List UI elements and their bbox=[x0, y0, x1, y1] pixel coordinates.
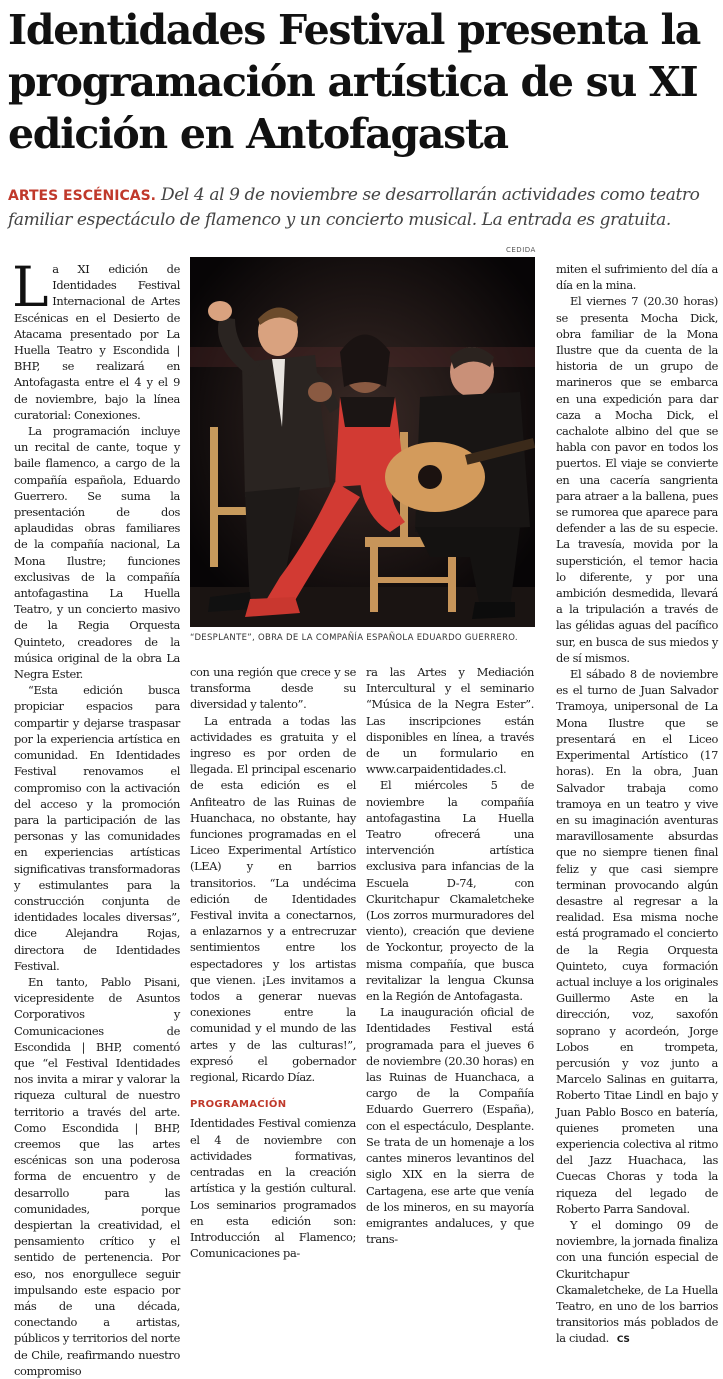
flamenco-performers-illustration bbox=[190, 257, 535, 627]
paragraph: En tanto, Pablo Pisani, vicepresidente de Asuntos Corporativos y Comunicaciones de Escondida | BHP, comentó que “el Festival Identidades nos invita a mirar y valorar la riqueza cultural de nuestro territorio a través del arte. Como Escondida | BHP, creemos que las artes escénicas son una poderosa forma de encuentro y de desarrollo para las comunidades, porque despiertan la creatividad, el pensamiento crítico y el sentido de pertenencia. Por eso, nos enorgullece seguir impulsando este espacio por más de una década, conectando a artistas, públicos y territorios del norte de Chile, reafirmando nuestro compromiso bbox=[14, 974, 180, 1378]
paragraph: La entrada a todas las actividades es gratuita y el ingreso es por orden de llegada. El principal escenario de esta edición es el Anfiteatro de las Ruinas de Huanchaca, no obstante, hay funciones programadas en el Liceo Experimental Artístico (LEA) y en barrios transitorios. “La undécima edición de Identidades Festival invita a conectarnos, a enlazarnos y a entrecruzar sentimientos entre los espectadores y los artistas que vienen. ¡Les invitamos a todos a generar nuevas conexiones entre la comunidad y el mundo de las artes y de las culturas!”, expresó el gobernador regional, Ricardo Díaz. bbox=[190, 713, 356, 1085]
end-mark: CS bbox=[616, 1335, 630, 1346]
paragraph: El miércoles 5 de noviembre la compañía antofagastina La Huella Teatro ofrecerá una intervención artística exclusiva para infancias de la Escuela D-74, con Ckuritchapur Ckamaletcheke (Los zorros murmuradores del viento), creación que deviene de Yockontur, proyecto de la misma compañía, que busca revitalizar la lengua Ckunsa en la Región de Antofagasta. bbox=[366, 778, 534, 1004]
paragraph: El sábado 8 de noviembre es el turno de Juan Salvador Tramoya, unipersonal de La Mona Ilustre que se presentará en el Liceo Experimental Artístico (17 horas). En la obra, Juan Salvador trabaja como tramoya en un teatro y vive en su imaginación aventuras maravillosamente absurdas que no siempre tienen final feliz y que casi siempre terminan provocando algún desastre al regresar a la realidad. Esa misma noche está programado el concierto de la Regia Orquesta Quinteto, cuya formación actual incluye a los originales Guillermo Aste en la dirección, voz, saxofón soprano y acordeón, Jorge Lobos en trompeta, percusión y voz junto a Marcelo Salinas en guitarra, Roberto Titae Lindl en bajo y Juan Pablo Bosco en batería, quienes prometen una experiencia colectiva al ritmo del Jazz Huachaca, las Cuecas Choras y toda la riqueza del legado de Roberto Parra Sandoval. bbox=[556, 667, 718, 1216]
photo-credit: CEDIDA bbox=[506, 246, 536, 254]
paragraph: La programación incluye un recital de cante, toque y baile flamenco, a cargo de la compañía española, Eduardo Guerrero. Se suma la presentación de dos aplaudidas obras familiares de la compañía nacional, La Mona Ilustre; funciones exclusivas de la compañía antofagastina La Huella Teatro, y un concierto masivo de la Regia Orquesta Quinteto, creadores de la música original de la obra La Negra Ester. bbox=[14, 424, 180, 682]
paragraph: “Esta edición busca propiciar espacios para compartir y dejarse traspasar por la experiencia artística en comunidad. En Identidades Festival renovamos el compromiso con la activación del acceso y la promoción para la participación de las personas y las comunidades en experiencias artísticas significativas transformadoras y estimulantes para la construcción conjunta de identidades locales diversas”, dice Alejandra Rojas, directora de Identidades Festival. bbox=[14, 683, 180, 973]
section-tag: ARTES ESCÉNICAS. bbox=[8, 188, 156, 204]
headline: Identidades Festival presenta la programación artística de su XI edición en Antofagasta bbox=[8, 6, 701, 158]
paragraph: La inauguración oficial de Identidades Festival está programada para el jueves 6 de noviembre (20.30 horas) en las Ruinas de Huanchaca, a cargo de la Compañía Eduardo Guerrero (España), con el espectáculo, Desplante. Se trata de un homenaje a los cantes mineros levantinos del siglo XIX en la sierra de Cartagena, ese arte que venía de los mineros, en su mayoría emigrantes andaluces, y que trans- bbox=[366, 1005, 534, 1247]
deck bbox=[8, 183, 718, 232]
article-photo bbox=[190, 257, 535, 627]
article-column-4 bbox=[556, 261, 718, 1349]
section-subhead: PROGRAMACIÓN bbox=[190, 1099, 287, 1111]
paragraph: miten el sufrimiento del día a día en la mina. bbox=[556, 262, 718, 293]
paragraph: El viernes 7 (20.30 horas) se presenta Mocha Dick, obra familiar de la Mona Ilustre que da cuenta de la historia de un grupo de marineros que se embarca en una expedición para dar caza a Mocha Dick, el cachalote albino del que se habla con pavor en todos los puertos. El viaje se convierte en una cacería sangrienta para atraer a la ballena, pues se rumorea que aparece para defender a las de su especie. La travesía, movida por la superstición, el temor hacia lo diferente, y por una ambición desmedida, llevará a la tripulación a través de las gélidas aguas del pacífico sur, en busca de sus miedos y de sí mismos. bbox=[556, 294, 718, 665]
article-column-2 bbox=[190, 664, 356, 1261]
paragraph: ra las Artes y Mediación Intercultural y el seminario “Música de la Negra Ester”. Las inscripciones están disponibles en línea, a través de un formulario en www.carpaidentidades.cl. bbox=[366, 665, 534, 777]
paragraph: Y el domingo 09 de noviembre, la jornada finaliza con una función especial de Ckuritchapur Ckamaletcheke, de La Huella Teatro, en uno de los barrios transitorios más poblados de la ciudad. CS bbox=[556, 1217, 718, 1346]
deck-text: Del 4 al 9 de noviembre se desarrollarán actividades como teatro familiar espectáculo de flamenco y un concierto musical. La entrada es gratuita. bbox=[8, 185, 700, 230]
paragraph: con una región que crece y se transforma desde su diversidad y talento”. bbox=[190, 665, 356, 712]
article-column-3 bbox=[366, 664, 534, 1247]
drop-cap: L bbox=[12, 255, 49, 319]
paragraph: Identidades Festival comienza el 4 de noviembre con actividades formativas, centradas en la creación artística y la gestión cultural. Los seminarios programados en esta edición son: Introducción al Flamenco; Comunicaciones pa- bbox=[190, 1116, 356, 1261]
photo-caption: “DESPLANTE”, OBRA DE LA COMPAÑÍA ESPAÑOLA EDUARDO GUERRERO. bbox=[190, 633, 518, 643]
article-column-1 bbox=[12, 255, 180, 1379]
paragraph: La XI edición de Identidades Festival Internacional de Artes Escénicas en el Desierto de Atacama presentado por La Huella Teatro y Escondida | BHP, se realizará en Antofagasta entre el 4 y el 9 de noviembre, bajo la línea curatorial: Conexiones. bbox=[12, 255, 180, 422]
